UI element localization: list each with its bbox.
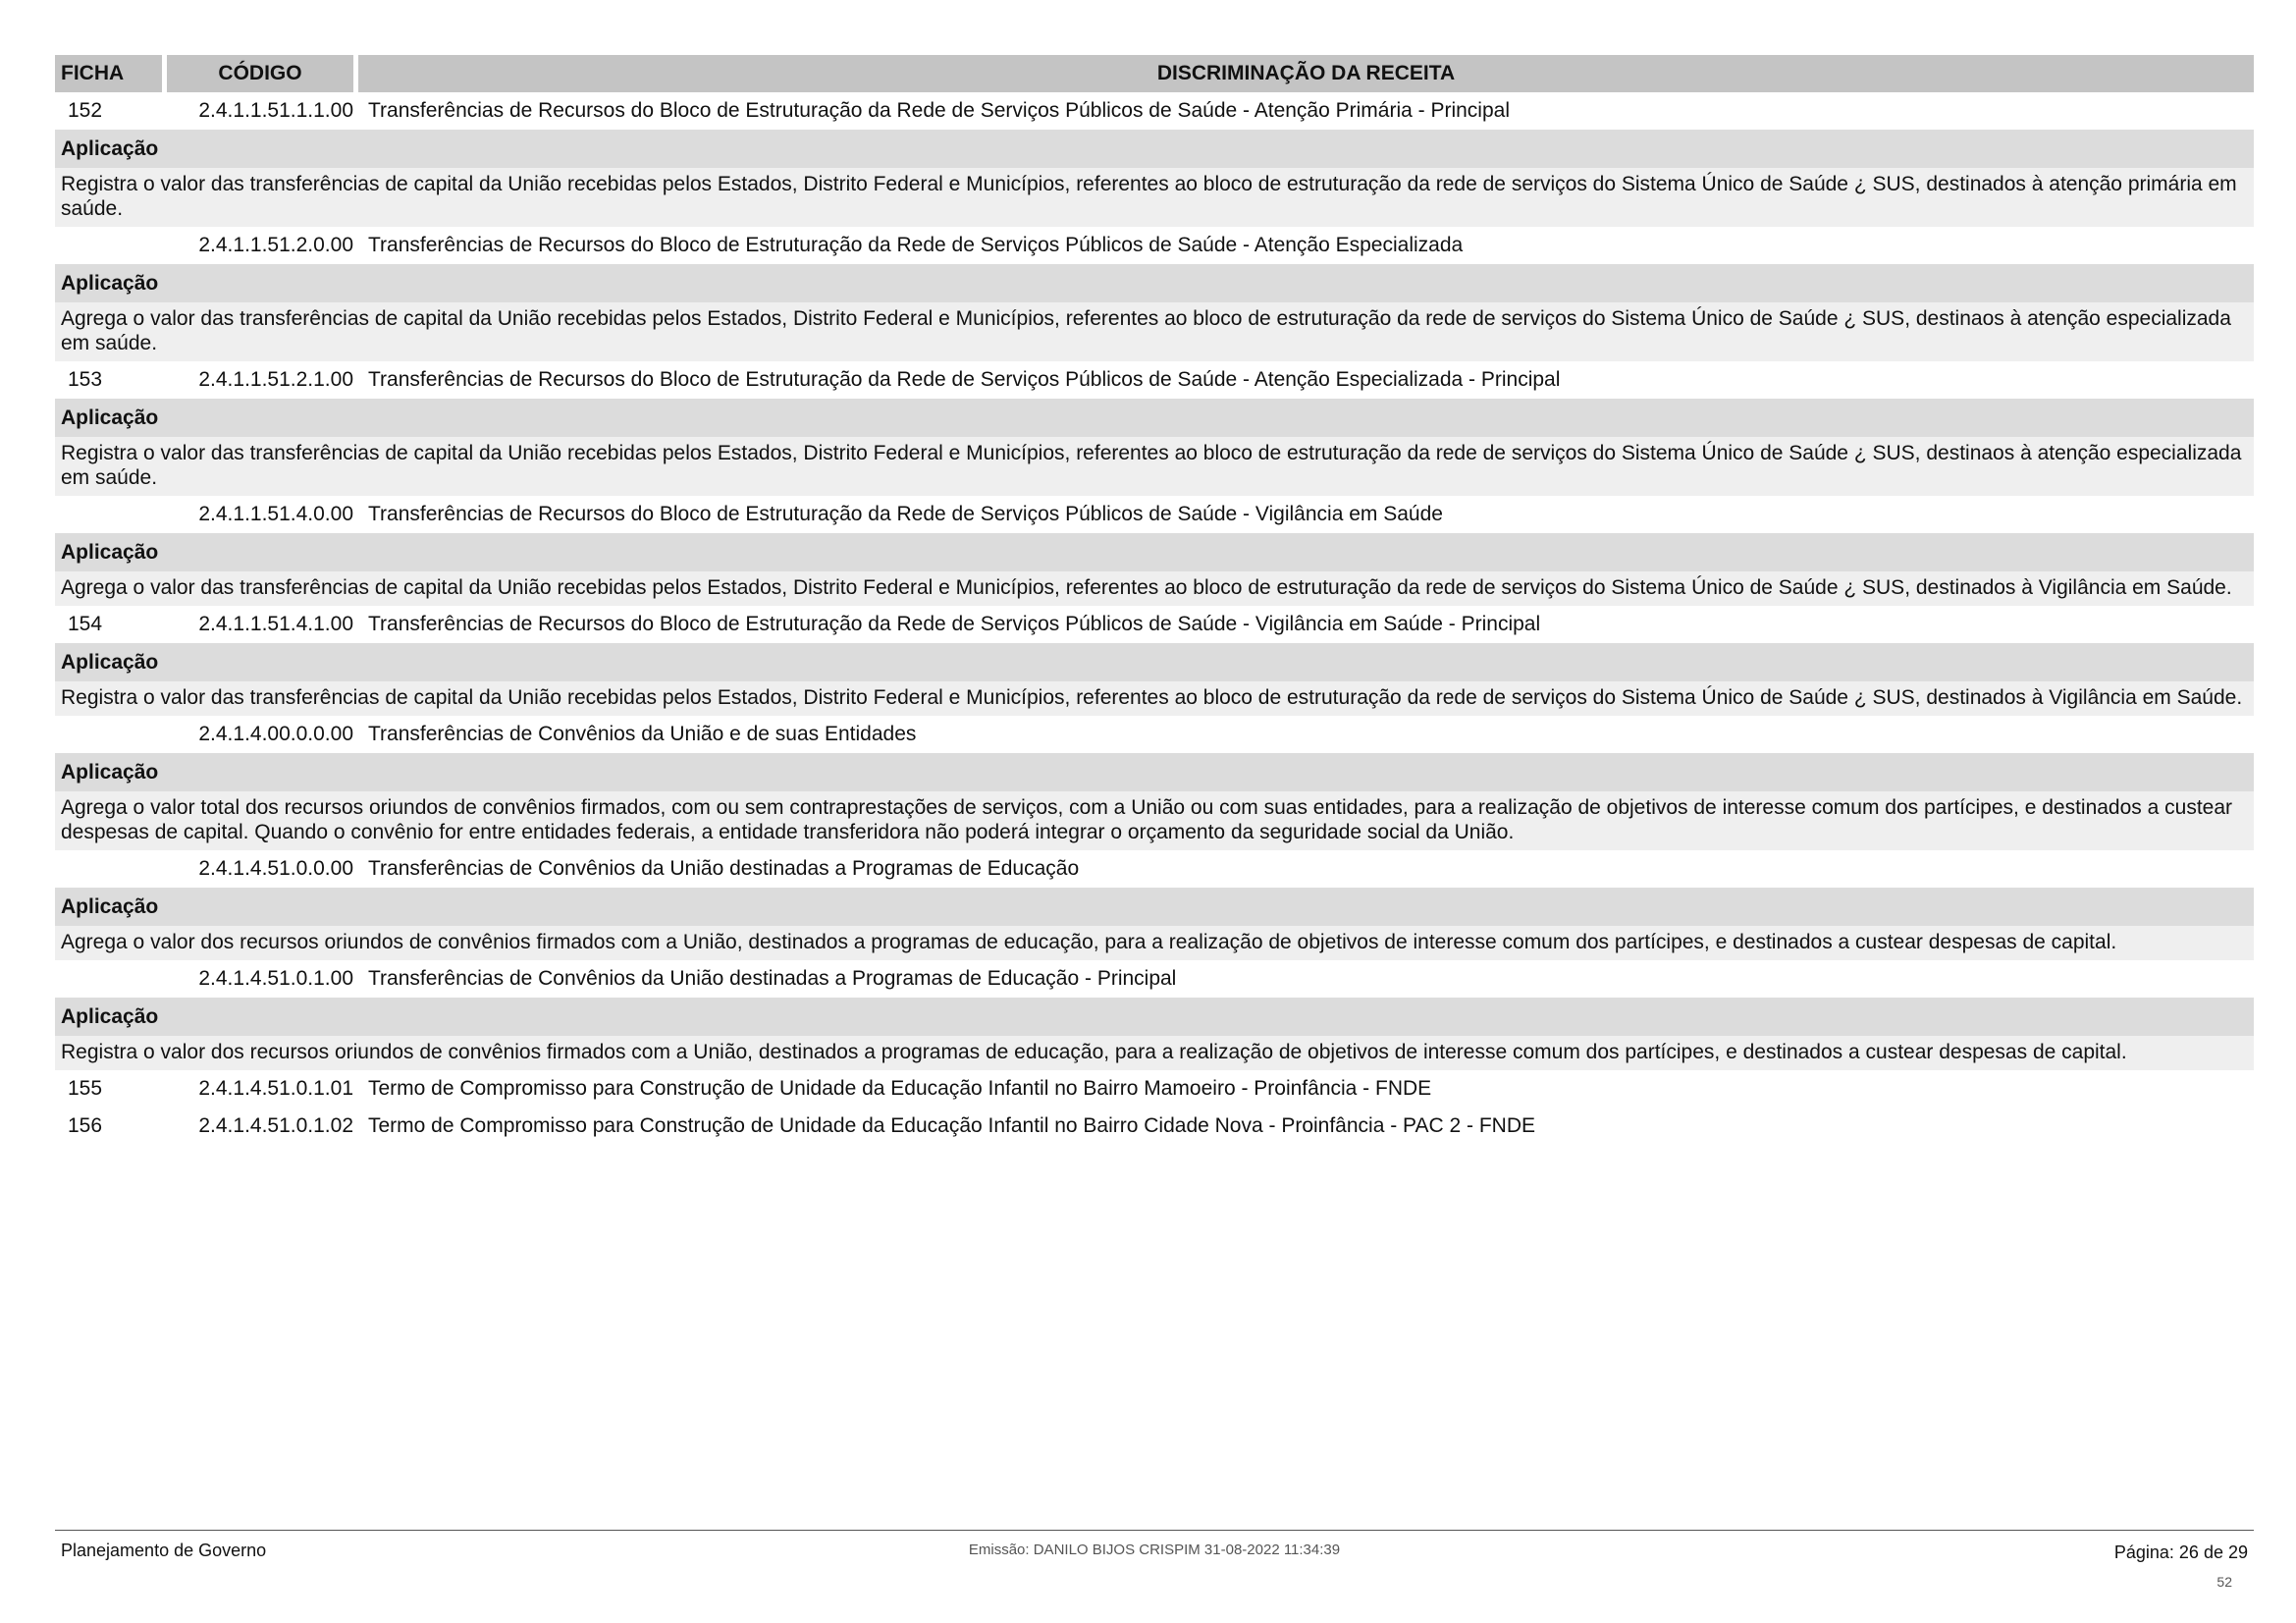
codigo-cell: 2.4.1.4.51.0.1.00 [198,967,353,990]
aplicacao-text: Registra o valor dos recursos oriundos de convênios firmados com a União, destinados a programas de educação, para a realização de objetivos de interesse comum dos partícipes, e destinados a custear despesas de capital. [55,1036,2254,1070]
descricao-cell: Transferências de Convênios da União e de suas Entidades [368,723,917,745]
codigo-cell: 2.4.1.1.51.4.1.00 [198,613,353,635]
aplicacao-text: Agrega o valor das transferências de capital da União recebidas pelos Estados, Distrito Federal e Municípios, referentes ao bloco de estruturação da rede de serviços do Sistema Único de Saúde ¿ SUS, destinaos à atenção especializada em saúde. [55,302,2254,361]
table-row [55,1108,2254,1145]
ficha-cell: 155 [68,1077,103,1100]
table-header [55,55,2254,92]
ficha-cell: 153 [68,368,103,391]
aplicacao-label: Aplicação [55,533,2254,571]
descricao-cell: Transferências de Recursos do Bloco de Estruturação da Rede de Serviços Públicos de Saúde - Atenção Especializada [368,234,1464,256]
revenue-table [55,55,2254,1145]
table-row [55,716,2254,753]
table-row [55,960,2254,998]
table-row [55,496,2254,533]
footer-emission: Emissão: DANILO BIJOS CRISPIM 31-08-2022 11:34:39 [968,1542,1341,1558]
aplicacao-label: Aplicação [55,643,2254,681]
codigo-cell: 2.4.1.4.51.0.0.00 [198,857,353,880]
codigo-cell: 2.4.1.4.51.0.1.02 [198,1114,353,1137]
codigo-cell: 2.4.1.1.51.4.0.00 [198,503,353,525]
page-footer [55,1530,2254,1590]
ficha-cell: 156 [68,1114,103,1137]
descricao-cell: Transferências de Recursos do Bloco de Estruturação da Rede de Serviços Públicos de Saúde - Vigilância em Saúde - Principal [368,613,1541,635]
aplicacao-text: Registra o valor das transferências de capital da União recebidas pelos Estados, Distrito Federal e Municípios, referentes ao bloco de estruturação da rede de serviços do Sistema Único de Saúde ¿ SUS, destinados à atenção primária em saúde. [55,168,2254,227]
descricao-cell: Transferências de Recursos do Bloco de Estruturação da Rede de Serviços Públicos de Saúde - Vigilância em Saúde [368,503,1443,525]
table-row [55,606,2254,643]
footer-page-number: 52 [2216,1574,2232,1590]
aplicacao-text: Registra o valor das transferências de capital da União recebidas pelos Estados, Distrito Federal e Municípios, referentes ao bloco de estruturação da rede de serviços do Sistema Único de Saúde ¿ SUS, destinados à Vigilância em Saúde. [55,681,2254,716]
codigo-cell: 2.4.1.1.51.2.1.00 [198,368,353,391]
descricao-cell: Termo de Compromisso para Construção de Unidade da Educação Infantil no Bairro Mamoeiro - Proinfância - FNDE [368,1077,1432,1100]
aplicacao-label: Aplicação [55,130,2254,168]
table-row [55,361,2254,399]
codigo-cell: 2.4.1.1.51.1.1.00 [198,99,353,122]
codigo-cell: 2.4.1.4.00.0.0.00 [198,723,353,745]
aplicacao-label: Aplicação [55,998,2254,1036]
aplicacao-label: Aplicação [55,399,2254,437]
descricao-cell: Transferências de Recursos do Bloco de Estruturação da Rede de Serviços Públicos de Saúde - Atenção Primária - Principal [368,99,1510,122]
aplicacao-text: Registra o valor das transferências de capital da União recebidas pelos Estados, Distrito Federal e Municípios, referentes ao bloco de estruturação da rede de serviços do Sistema Único de Saúde ¿ SUS, destinaos à atenção especializada em saúde. [55,437,2254,496]
footer-pagination: Página: 26 de 29 [2113,1542,2248,1562]
aplicacao-text: Agrega o valor total dos recursos oriundos de convênios firmados, com ou sem contraprestações de serviços, com a União ou com suas entidades, para a realização de objetivos de interesse comum dos partícipes, e destinados a custear despesas de capital. Quando o convênio for entre entidades federais, a entidade transferidora não poderá integrar o orçamento da seguridade social da União. [55,791,2254,850]
footer-department: Planejamento de Governo [61,1541,267,1560]
table-row [55,227,2254,264]
descricao-cell: Transferências de Recursos do Bloco de Estruturação da Rede de Serviços Públicos de Saúde - Atenção Especializada - Principal [368,368,1561,391]
ficha-cell: 152 [68,99,103,122]
header-codigo: CÓDIGO [218,62,302,84]
aplicacao-label: Aplicação [55,888,2254,926]
aplicacao-text: Agrega o valor das transferências de capital da União recebidas pelos Estados, Distrito Federal e Municípios, referentes ao bloco de estruturação da rede de serviços do Sistema Único de Saúde ¿ SUS, destinados à Vigilância em Saúde. [55,571,2254,606]
aplicacao-text: Agrega o valor dos recursos oriundos de convênios firmados com a União, destinados a programas de educação, para a realização de objetivos de interesse comum dos partícipes, e destinados a custear despesas de capital. [55,926,2254,960]
header-descricao: DISCRIMINAÇÃO DA RECEITA [1156,62,1456,84]
aplicacao-label: Aplicação [55,264,2254,302]
table-row [55,1070,2254,1108]
descricao-cell: Transferências de Convênios da União destinadas a Programas de Educação [368,857,1080,880]
aplicacao-label: Aplicação [55,753,2254,791]
descricao-cell: Termo de Compromisso para Construção de Unidade da Educação Infantil no Bairro Cidade Nova - Proinfância - PAC 2 - FNDE [368,1114,1536,1137]
table-row [55,92,2254,130]
codigo-cell: 2.4.1.4.51.0.1.01 [198,1077,353,1100]
descricao-cell: Transferências de Convênios da União destinadas a Programas de Educação - Principal [368,967,1177,990]
header-ficha: FICHA [61,62,125,84]
ficha-cell: 154 [68,613,103,635]
table-row [55,850,2254,888]
codigo-cell: 2.4.1.1.51.2.0.00 [198,234,353,256]
